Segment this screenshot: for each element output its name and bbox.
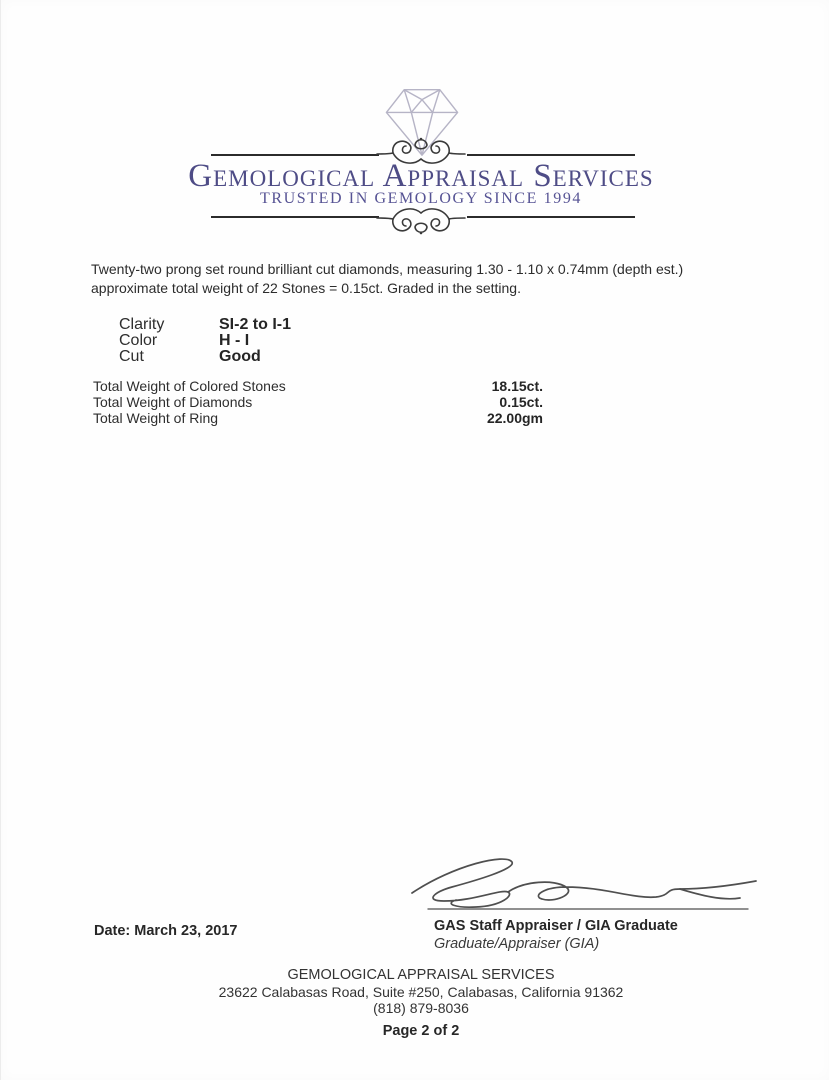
company-tagline: TRUSTED IN GEMOLOGY SINCE 1994 bbox=[259, 190, 583, 207]
divider-rule bbox=[211, 216, 379, 218]
grade-value-cut: Good bbox=[219, 348, 261, 365]
total-value-colored-stones: 18.15ct. bbox=[491, 378, 543, 394]
appraiser-title: Graduate/Appraiser (GIA) bbox=[434, 936, 600, 952]
company-logo-title: Gemological Appraisal Services bbox=[188, 158, 654, 194]
grade-value-color: H - I bbox=[219, 332, 250, 349]
footer-address: 23622 Calabasas Road, Suite #250, Calabasas, California 91362 bbox=[218, 984, 624, 1000]
description-line-2: approximate total weight of 22 Stones = 0.15ct. Graded in the setting. bbox=[91, 279, 521, 296]
appraisal-date: Date: March 23, 2017 bbox=[94, 923, 238, 939]
signature-scribble bbox=[404, 851, 782, 917]
description-line-1: Twenty-two prong set round brilliant cut diamonds, measuring 1.30 - 1.10 x 0.74mm (depth est.) bbox=[91, 261, 684, 277]
grade-label-clarity: Clarity bbox=[119, 316, 165, 333]
divider-rule bbox=[467, 216, 635, 218]
grade-value-clarity: SI-2 to I-1 bbox=[219, 316, 292, 333]
page-number: Page 2 of 2 bbox=[382, 1023, 460, 1039]
grade-label-color: Color bbox=[119, 332, 158, 349]
footer-company: GEMOLOGICAL APPRAISAL SERVICES bbox=[287, 967, 555, 983]
total-value-ring: 22.00gm bbox=[486, 410, 543, 426]
grade-label-cut: Cut bbox=[119, 348, 144, 365]
divider-rule bbox=[467, 154, 635, 156]
footer-phone: (818) 879-8036 bbox=[373, 1000, 469, 1016]
total-value-diamonds: 0.15ct. bbox=[499, 394, 543, 410]
total-label-colored-stones: Total Weight of Colored Stones bbox=[93, 378, 286, 394]
appraiser-name: GAS Staff Appraiser / GIA Graduate bbox=[434, 918, 678, 934]
scroll-flourish-icon bbox=[375, 197, 467, 237]
item-description bbox=[91, 260, 691, 297]
total-label-diamonds: Total Weight of Diamonds bbox=[93, 394, 253, 410]
divider-rule bbox=[211, 154, 379, 156]
total-label-ring: Total Weight of Ring bbox=[93, 410, 219, 426]
